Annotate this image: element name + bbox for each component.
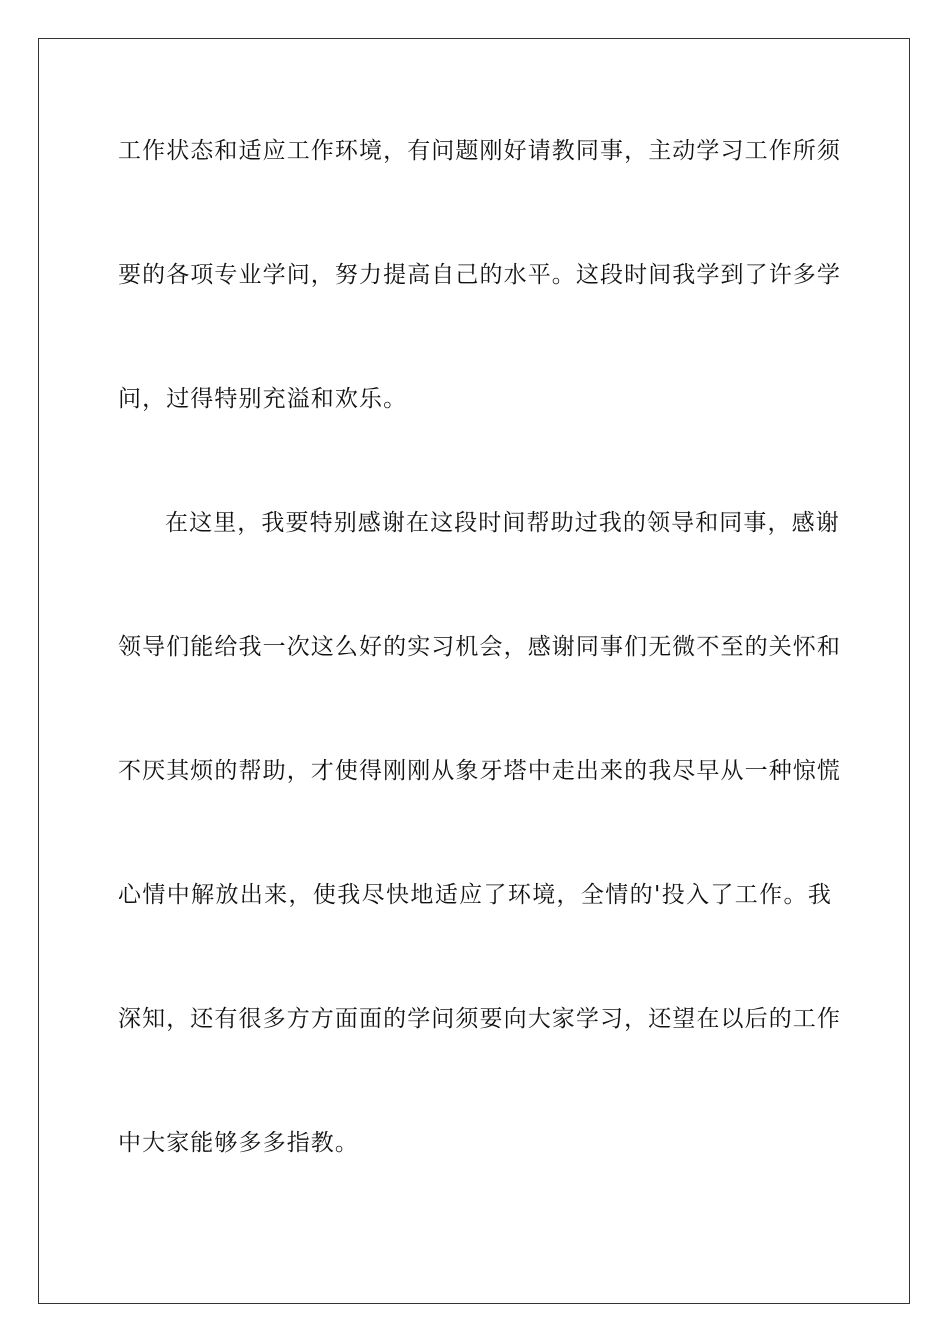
text-line-4: 在这里，我要特别感谢在这段时间帮助过我的领导和同事，感谢 — [165, 510, 840, 536]
text-line-8: 深知，还有很多方方面面的学问须要向大家学习，还望在以后的工作 — [118, 1006, 841, 1032]
text-line-7: 心情中解放出来，使我尽快地适应了环境，全情的'投入了工作。我 — [118, 882, 832, 908]
text-line-3: 问，过得特别充溢和欢乐。 — [118, 386, 408, 412]
text-line-5: 领导们能给我一次这么好的实习机会，感谢同事们无微不至的关怀和 — [118, 634, 841, 660]
page-frame — [38, 38, 910, 1304]
text-line-1: 工作状态和适应工作环境，有问题刚好请教同事，主动学习工作所须 — [118, 138, 841, 164]
text-line-9: 中大家能够多多指教。 — [118, 1130, 359, 1156]
text-line-6: 不厌其烦的帮助，才使得刚刚从象牙塔中走出来的我尽早从一种惊慌 — [118, 758, 841, 784]
text-line-2: 要的各项专业学问，努力提高自己的水平。这段时间我学到了许多学 — [118, 262, 841, 288]
